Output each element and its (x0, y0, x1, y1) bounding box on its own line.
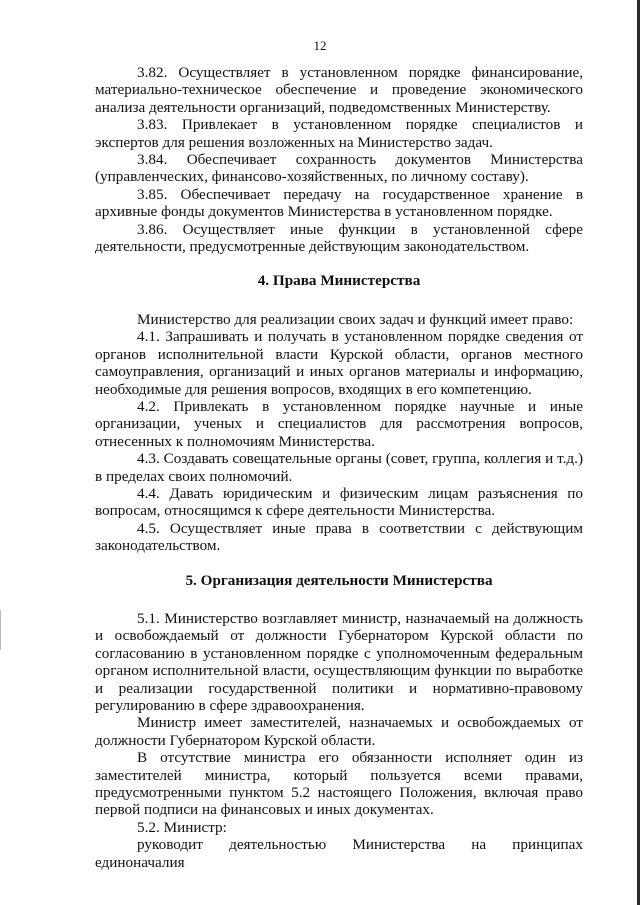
paragraph-4-4: 4.4. Давать юридическим и физическим лицам разъяснения по вопросам, относящимся к сфере деятельности Министерства. (95, 484, 583, 520)
paragraph-3-85: 3.85. Обеспечивает передачу на государственное хранение в архивные фонды документов Министерства в установленном порядке. (95, 185, 583, 221)
section-heading-4: 4. Права Министерства (257, 272, 421, 290)
paragraph-3-84: 3.84. Обеспечивает сохранность документов Министерства (управленческих, финансово-хозяйственных, по личному составу). (95, 151, 583, 186)
paragraph-5-1-deputies: Министр имеет заместителей, назначаемых и освобождаемых от должности Губернатором Курской области. (95, 714, 583, 749)
paragraph-5-2-item: руководит деятельностью Министерства на принципах единоначалия (95, 836, 583, 871)
page-number: 12 (313, 38, 327, 53)
document-body (95, 64, 583, 871)
paragraph-4-intro: Министерство для реализации своих задач и функций имеет право: (137, 310, 574, 328)
paragraph-4-1: 4.1. Запрашивать и получать в установленном порядке сведения от органов исполнительной власти Курской области, органов местного самоуправления, организаций и иных органов материалы и информацию, необходимые для решения вопросов, входящих в его компетенцию. (95, 328, 583, 398)
paragraph-3-82: 3.82. Осуществляет в установленном порядке финансирование, материально-техническое обеспечение и проведение экономического анализа деятельности организаций, подведомственных Министерству. (95, 64, 583, 116)
section-heading-5: 5. Организация деятельности Министерства (185, 571, 493, 589)
paragraph-5-1: 5.1. Министерство возглавляет министр, назначаемый на должность и освобождаемый от должности Губернатором Курской области по согласованию в установленном порядке с уполномоченным федеральным органом исполнительной власти, осуществляющим функции по выработке и реализации государственной политики и нормативно-правовому регулированию в сфере здравоохранения. (95, 609, 583, 714)
paragraph-4-2: 4.2. Привлекать в установленном порядке научные и иные организации, ученых и специалистов для рассмотрения вопросов, отнесенных к полномочиям Министерства. (95, 397, 583, 450)
paragraph-3-83: 3.83. Привлекает в установленном порядке специалистов и экспертов для решения возложенных на Министерство задач. (95, 116, 583, 151)
paragraph-5-1-absence: В отсутствие министра его обязанности исполняет один из заместителей министра, который пользуется всеми правами, предусмотренными пунктом 5.2 настоящего Положения, включая право первой подписи на финансовых и иных документах. (95, 749, 583, 819)
scan-edge-left (0, 610, 1, 650)
paragraph-4-3: 4.3. Создавать совещательные органы (совет, группа, коллегия и т.д.) в пределах своих полномочий. (95, 450, 583, 485)
paragraph-5-2: 5.2. Министр: (137, 818, 227, 836)
paragraph-3-86: 3.86. Осуществляет иные функции в установленной сфере деятельности, предусмотренные действующим законодательством. (95, 220, 583, 256)
paragraph-4-5: 4.5. Осуществляет иные права в соответствии с действующим законодательством. (95, 519, 583, 555)
